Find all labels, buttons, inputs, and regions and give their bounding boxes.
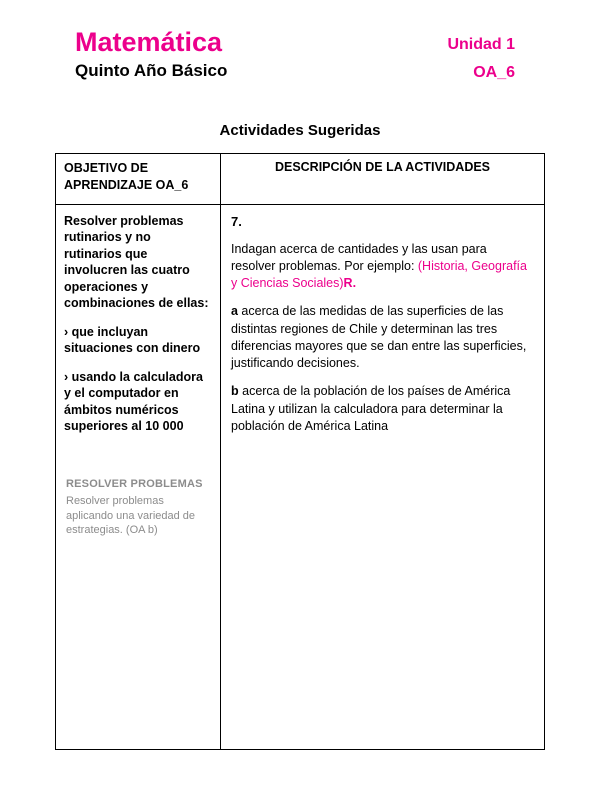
grade-title: Quinto Año Básico <box>75 60 228 80</box>
activity-item-a-text: acerca de las medidas de las superficies de las distintas regiones de Chile y determinan las tres diferencias mayores que se dan entre las superficies, justificando decisiones. <box>231 304 527 371</box>
objective-bullet-2: › usando la calculadora y el computador en ámbitos numéricos superiores al 10 000 <box>64 369 203 434</box>
activity-intro-plain: Indagan acerca de cantidades y las usan para resolver problemas. Por ejemplo: <box>231 241 487 273</box>
skill-text: Resolver problemas aplicando una variedad de estrategias. (OA b) <box>66 495 196 536</box>
unit-label: Unidad 1 <box>447 36 515 53</box>
activity-intro <box>231 241 530 293</box>
activity-number: 7. <box>231 213 242 229</box>
activity-item-a <box>231 303 530 372</box>
activity-item-b <box>231 383 530 435</box>
activity-intro-suffix: R. <box>343 276 357 291</box>
skill-title: RESOLVER PROBLEMAS <box>66 477 203 490</box>
activity-intro-highlight: (Historia, Geografía y Ciencias Sociales) <box>231 258 527 291</box>
activity-item-b-label: b <box>231 384 239 399</box>
table-header-row <box>56 154 545 205</box>
objective-column-header: OBJETIVO DE APRENDIZAJE OA_6 <box>56 154 221 205</box>
activity-item-b-text: acerca de la población de los países de América Latina y utilizan la calculadora para determinar la población de América Latina <box>231 384 511 433</box>
objective-cell <box>56 204 221 749</box>
objective-intro: Resolver problemas rutinarios y no rutinarios que involucren las cuatro operaciones y combinaciones de ellas: <box>64 213 209 311</box>
subject-title: Matemática <box>75 27 223 57</box>
header-left <box>75 28 227 81</box>
description-column-header: DESCRIPCIÓN DE LA ACTIVIDADES <box>221 154 545 205</box>
oa-label: OA_6 <box>473 64 515 81</box>
page-title: Actividades Sugeridas <box>219 122 381 139</box>
objective-bullet-1: › que incluyan situaciones con dinero <box>64 324 201 356</box>
page-header <box>0 0 600 82</box>
activity-item-a-label: a <box>231 304 238 319</box>
header-right <box>447 28 515 82</box>
activity-cell <box>221 204 545 749</box>
table-body-row <box>56 204 545 749</box>
skill-block <box>64 477 210 537</box>
activities-table <box>55 153 545 750</box>
